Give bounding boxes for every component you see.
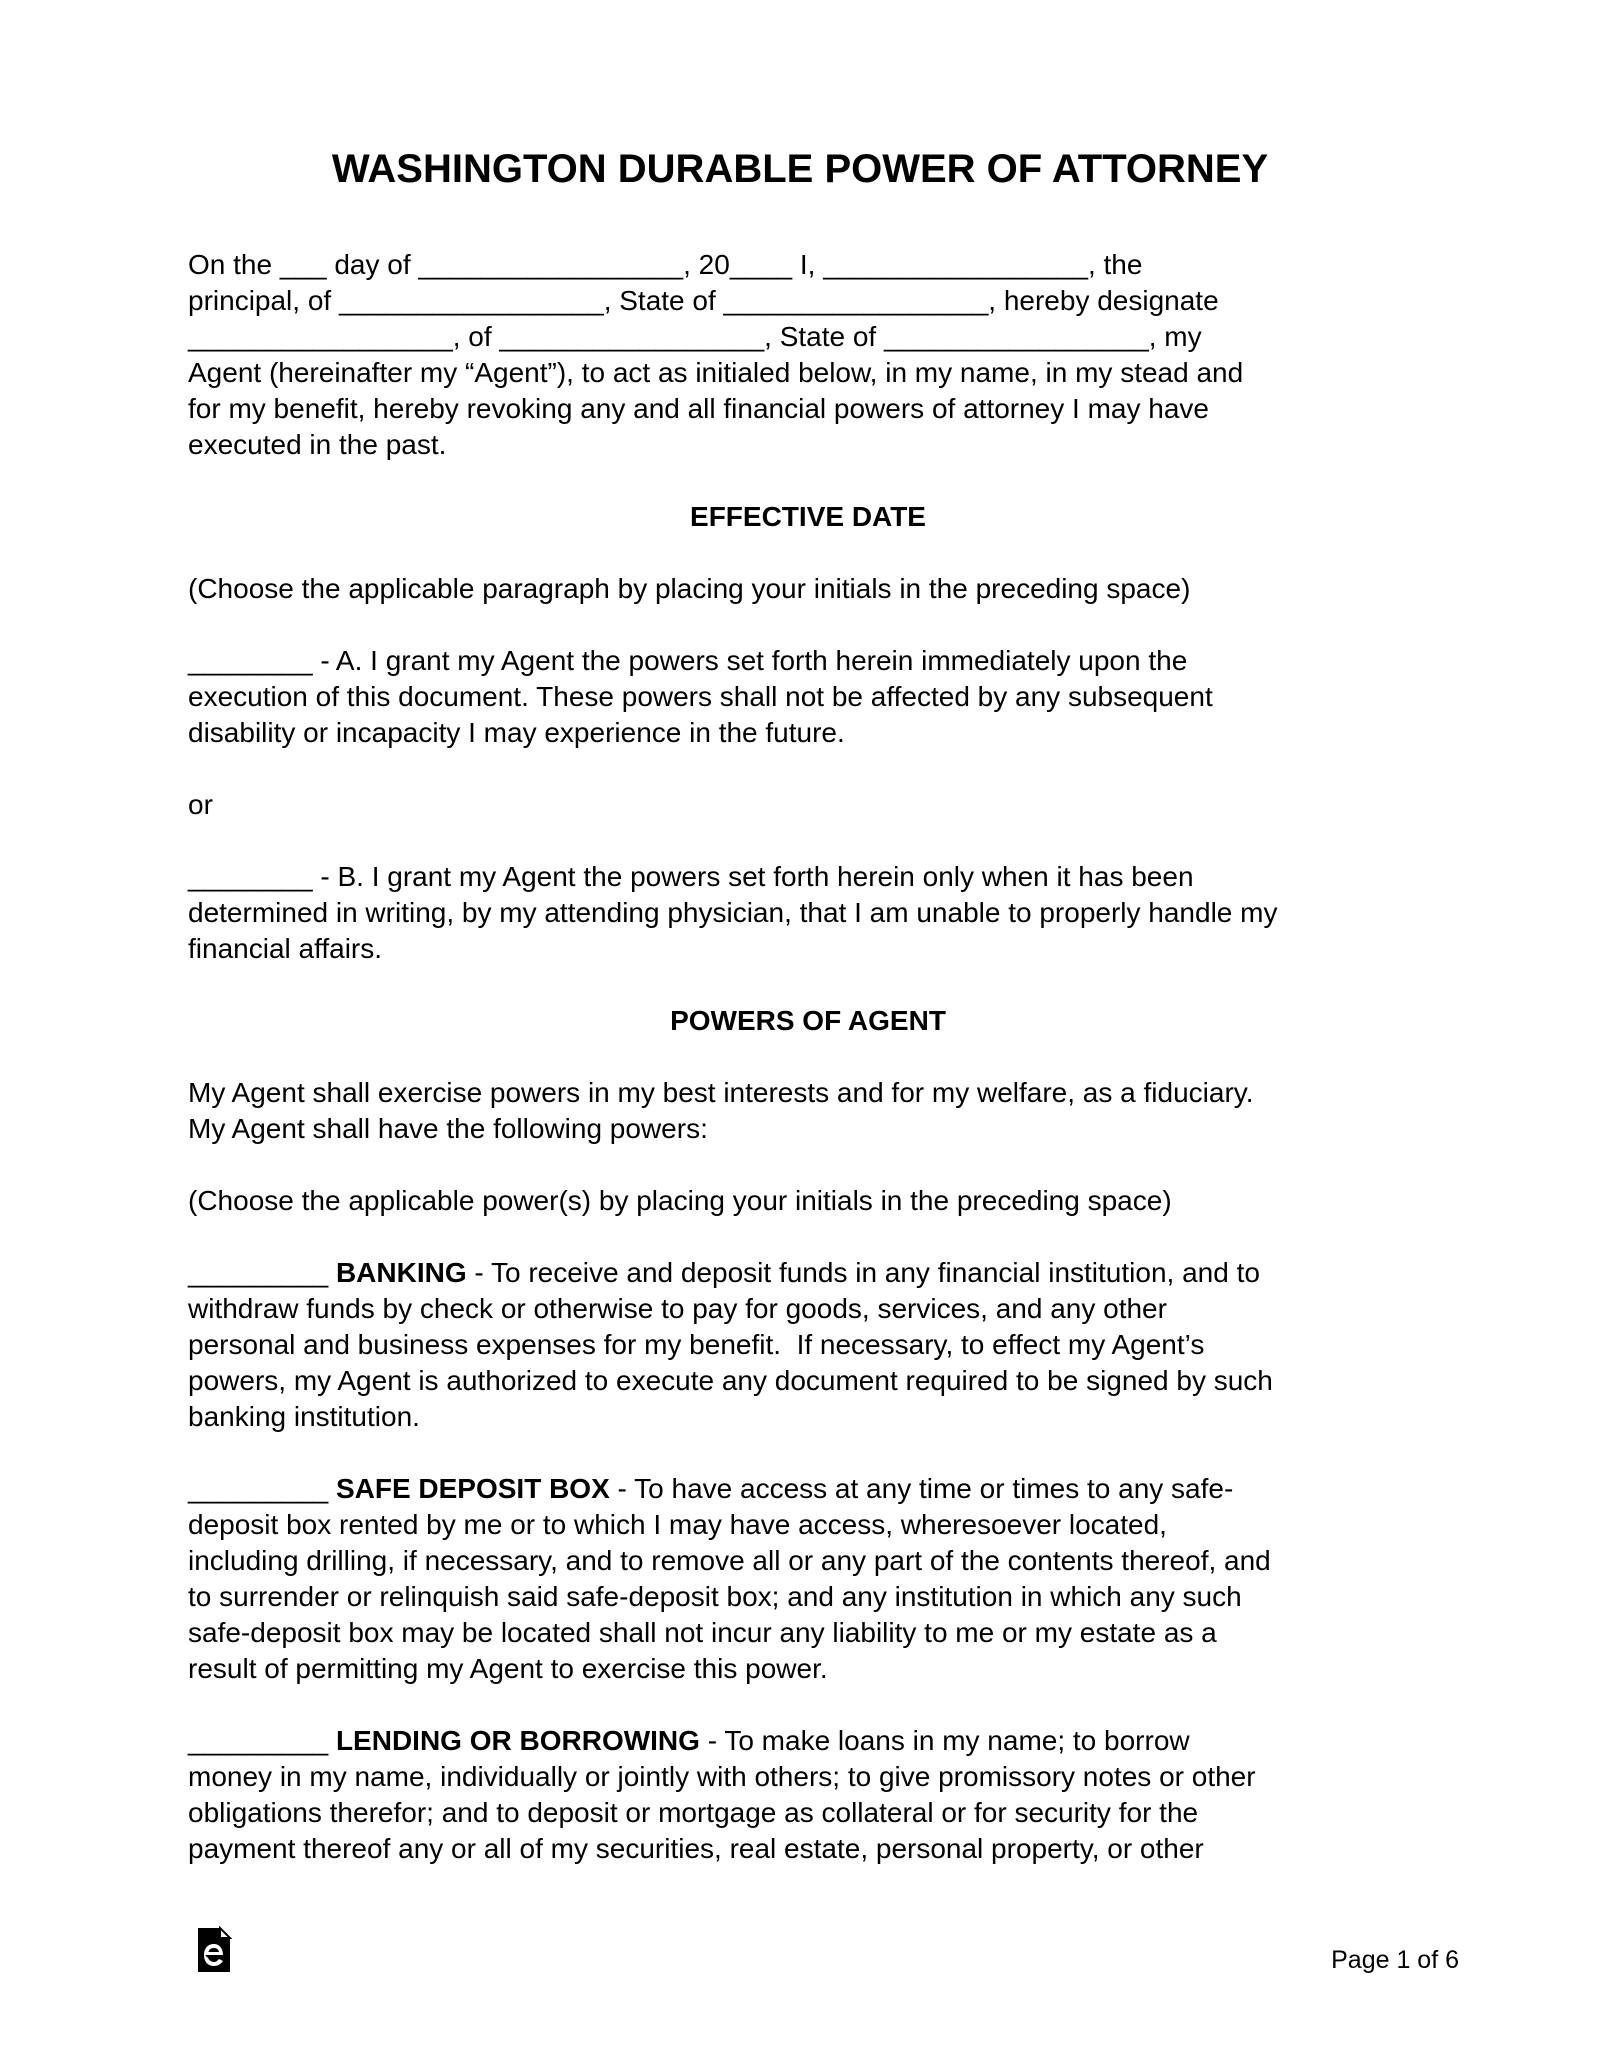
lending-line: payment thereof any or all of my securities, real estate, personal property, or other — [188, 1833, 1204, 1864]
initials-blank: _________ — [188, 1473, 336, 1504]
option-b-line: determined in writing, by my attending physician, that I am unable to properly handle my — [188, 897, 1278, 928]
intro-line: On the ___ day of _________________, 20____ I, _________________, the — [188, 249, 1143, 280]
option-b-line: financial affairs. — [188, 933, 383, 964]
safe-deposit-line: deposit box rented by me or to which I may have access, wheresoever located, — [188, 1509, 1167, 1540]
intro-line: principal, of _________________, State of _________________, hereby designate — [188, 285, 1219, 316]
effective-option-a — [188, 643, 1428, 751]
effective-date-instruction — [188, 571, 1428, 607]
safe-deposit-label: SAFE DEPOSIT BOX — [335, 1473, 610, 1504]
or-text: or — [188, 789, 213, 820]
initials-blank: _________ — [188, 1725, 336, 1756]
powers-intro-line: My Agent shall have the following powers: — [188, 1113, 708, 1144]
safe-deposit-first-line-rest: - To have access at any time or times to any safe- — [609, 1473, 1234, 1504]
lending-line: obligations therefor; and to deposit or mortgage as collateral or for security for the — [188, 1797, 1199, 1828]
powers-intro — [188, 1075, 1428, 1147]
banking-line: personal and business expenses for my benefit. If necessary, to effect my Agent’s — [188, 1329, 1205, 1360]
intro-line: for my benefit, hereby revoking any and all financial powers of attorney I may have — [188, 393, 1209, 424]
banking-line: powers, my Agent is authorized to execute any document required to be signed by such — [188, 1365, 1273, 1396]
banking-first-line — [188, 1255, 1428, 1291]
effective-date-heading: EFFECTIVE DATE — [690, 501, 926, 532]
instruction-line: (Choose the applicable paragraph by placing your initials in the preceding space) — [188, 573, 1191, 604]
initials-blank: _________ — [188, 1257, 336, 1288]
intro-paragraph — [188, 247, 1428, 463]
intro-line: _________________, of _________________, State of _________________, my — [188, 321, 1202, 352]
powers-intro-line: My Agent shall exercise powers in my best interests and for my welfare, as a fiduciary. — [188, 1077, 1254, 1108]
safe-deposit-line: result of permitting my Agent to exercise this power. — [188, 1653, 828, 1684]
powers-instruction — [188, 1183, 1428, 1219]
banking-line: withdraw funds by check or otherwise to pay for goods, services, and any other — [188, 1293, 1167, 1324]
safe-deposit-power — [188, 1471, 1428, 1687]
lending-line: money in my name, individually or jointly with others; to give promissory notes or other — [188, 1761, 1256, 1792]
lending-first-line-rest: - To make loans in my name; to borrow — [699, 1725, 1190, 1756]
banking-first-line-rest: - To receive and deposit funds in any financial institution, and to — [466, 1257, 1260, 1288]
banking-line: banking institution. — [188, 1401, 420, 1432]
instruction-line: (Choose the applicable power(s) by placing your initials in the preceding space) — [188, 1185, 1172, 1216]
safe-deposit-first-line — [188, 1471, 1428, 1507]
option-a-line: execution of this document. These powers shall not be affected by any subsequent — [188, 681, 1213, 712]
lending-power — [188, 1723, 1428, 1867]
banking-label: BANKING — [335, 1257, 467, 1288]
eforms-logo-icon — [196, 1926, 232, 1974]
lending-first-line — [188, 1723, 1428, 1759]
document-body — [188, 247, 1428, 1903]
lending-label: LENDING OR BORROWING — [335, 1725, 700, 1756]
intro-line: Agent (hereinafter my “Agent”), to act as initialed below, in my name, in my stead and — [188, 357, 1244, 388]
effective-option-b — [188, 859, 1428, 967]
option-b-line: ________ - B. I grant my Agent the powers set forth herein only when it has been — [188, 861, 1194, 892]
safe-deposit-line: to surrender or relinquish said safe-deposit box; and any institution in which any such — [188, 1581, 1242, 1612]
document-title: WASHINGTON DURABLE POWER OF ATTORNEY — [331, 147, 1269, 191]
option-a-line: disability or incapacity I may experience in the future. — [188, 717, 845, 748]
option-a-line: ________ - A. I grant my Agent the powers set forth herein immediately upon the — [188, 645, 1188, 676]
powers-of-agent-heading: POWERS OF AGENT — [670, 1005, 946, 1036]
intro-line: executed in the past. — [188, 429, 447, 460]
safe-deposit-line: including drilling, if necessary, and to remove all or any part of the contents thereof, and — [188, 1545, 1271, 1576]
safe-deposit-line: safe-deposit box may be located shall not incur any liability to me or my estate as a — [188, 1617, 1217, 1648]
or-separator — [188, 787, 1428, 823]
banking-power — [188, 1255, 1428, 1435]
page-number: Page 1 of 6 — [1331, 1946, 1459, 1974]
